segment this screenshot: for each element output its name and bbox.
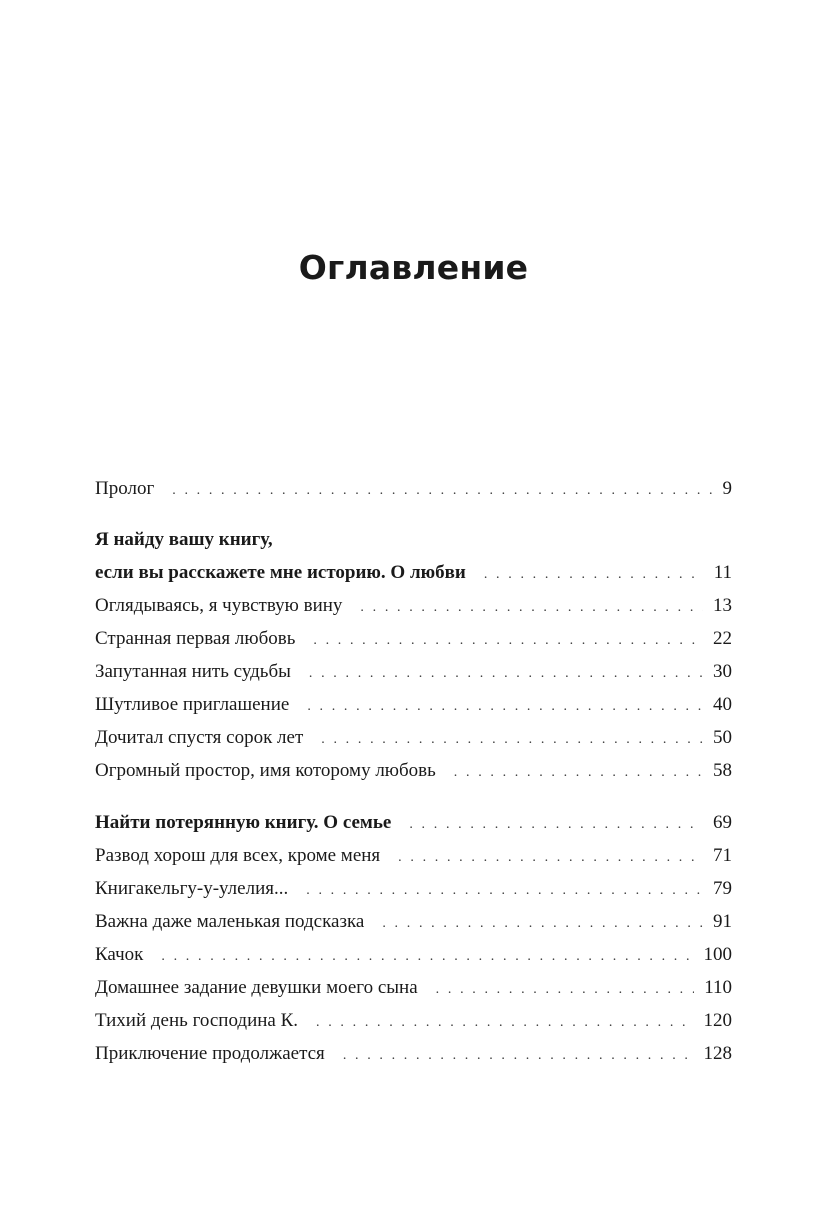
dot-leader <box>313 624 703 657</box>
toc-entry-page: 50 <box>713 727 732 748</box>
toc-entry-label: Книгакельгу-у-улелия... <box>95 878 289 899</box>
table-of-contents <box>95 472 732 1070</box>
toc-entry[interactable] <box>95 938 732 971</box>
dot-leader <box>398 841 703 874</box>
toc-entry-label: Огромный простор, имя которому любовь <box>95 760 436 781</box>
toc-entry[interactable] <box>95 839 732 872</box>
section-gap <box>95 787 732 806</box>
toc-entry[interactable] <box>95 754 732 787</box>
toc-entry[interactable] <box>95 721 732 754</box>
toc-entry-page: 58 <box>713 760 732 781</box>
toc-entry-page: 30 <box>713 661 732 682</box>
toc-entry-label: Тихий день господина К. <box>95 1010 299 1031</box>
dot-leader <box>307 690 703 723</box>
toc-entry-label: Домашнее задание девушки моего сына <box>95 977 418 998</box>
dot-leader <box>382 907 703 940</box>
part1-title-line1[interactable] <box>95 524 732 556</box>
toc-entry-page: 71 <box>713 845 732 866</box>
dot-leader <box>321 723 703 756</box>
toc-entry-label: Пролог <box>95 478 155 499</box>
toc-entry-page: 79 <box>713 878 732 899</box>
toc-entry-page: 100 <box>703 944 732 965</box>
toc-entry[interactable] <box>95 589 732 622</box>
part-title-text: Найти потерянную книгу. О семье <box>95 812 392 833</box>
toc-entry[interactable] <box>95 688 732 721</box>
part-title-text: если вы расскажете мне историю. О любви <box>95 562 466 583</box>
toc-entry-page: 40 <box>713 694 732 715</box>
toc-entry-page: 128 <box>703 1043 732 1064</box>
dot-leader <box>436 973 695 1006</box>
toc-entry-page: 110 <box>704 977 732 998</box>
toc-entry-page: 120 <box>703 1010 732 1031</box>
toc-entry[interactable] <box>95 872 732 905</box>
toc-entry-label: Развод хорош для всех, кроме меня <box>95 845 381 866</box>
dot-leader <box>360 591 703 624</box>
toc-entry-label: Дочитал спустя сорок лет <box>95 727 304 748</box>
toc-entry-label: Странная первая любовь <box>95 628 296 649</box>
toc-entry[interactable] <box>95 655 732 688</box>
toc-entry-part1[interactable] <box>95 556 732 589</box>
page-title: Оглавление <box>298 248 529 287</box>
toc-entry-label: Качок <box>95 944 144 965</box>
toc-entry-label: Приключение продолжается <box>95 1043 325 1064</box>
toc-entry-label: Шутливое приглашение <box>95 694 290 715</box>
toc-entry[interactable] <box>95 1037 732 1070</box>
toc-entry-page: 69 <box>713 812 732 833</box>
section-gap <box>95 505 732 524</box>
toc-entry-prologue[interactable] <box>95 472 732 505</box>
toc-entry-page: 11 <box>713 562 732 583</box>
dot-leader <box>409 808 703 841</box>
dot-leader <box>172 474 712 507</box>
toc-entry[interactable] <box>95 971 732 1004</box>
toc-entry-part2[interactable] <box>95 806 732 839</box>
toc-entry-label: Оглядываясь, я чувствую вину <box>95 595 343 616</box>
part-title-text: Я найду вашу книгу, <box>95 529 273 550</box>
dot-leader <box>161 940 693 973</box>
toc-entry-page: 91 <box>713 911 732 932</box>
toc-entry[interactable] <box>95 1004 732 1037</box>
toc-entry[interactable] <box>95 622 732 655</box>
dot-leader <box>306 874 703 907</box>
dot-leader <box>454 756 703 789</box>
dot-leader <box>343 1039 694 1072</box>
toc-entry-page: 22 <box>713 628 732 649</box>
dot-leader <box>316 1006 693 1039</box>
dot-leader <box>309 657 703 690</box>
toc-entry-page: 13 <box>713 595 732 616</box>
toc-entry[interactable] <box>95 905 732 938</box>
dot-leader <box>484 558 704 591</box>
toc-entry-label: Запутанная нить судьбы <box>95 661 291 682</box>
toc-entry-page: 9 <box>722 478 732 499</box>
toc-entry-label: Важна даже маленькая подсказка <box>95 911 365 932</box>
